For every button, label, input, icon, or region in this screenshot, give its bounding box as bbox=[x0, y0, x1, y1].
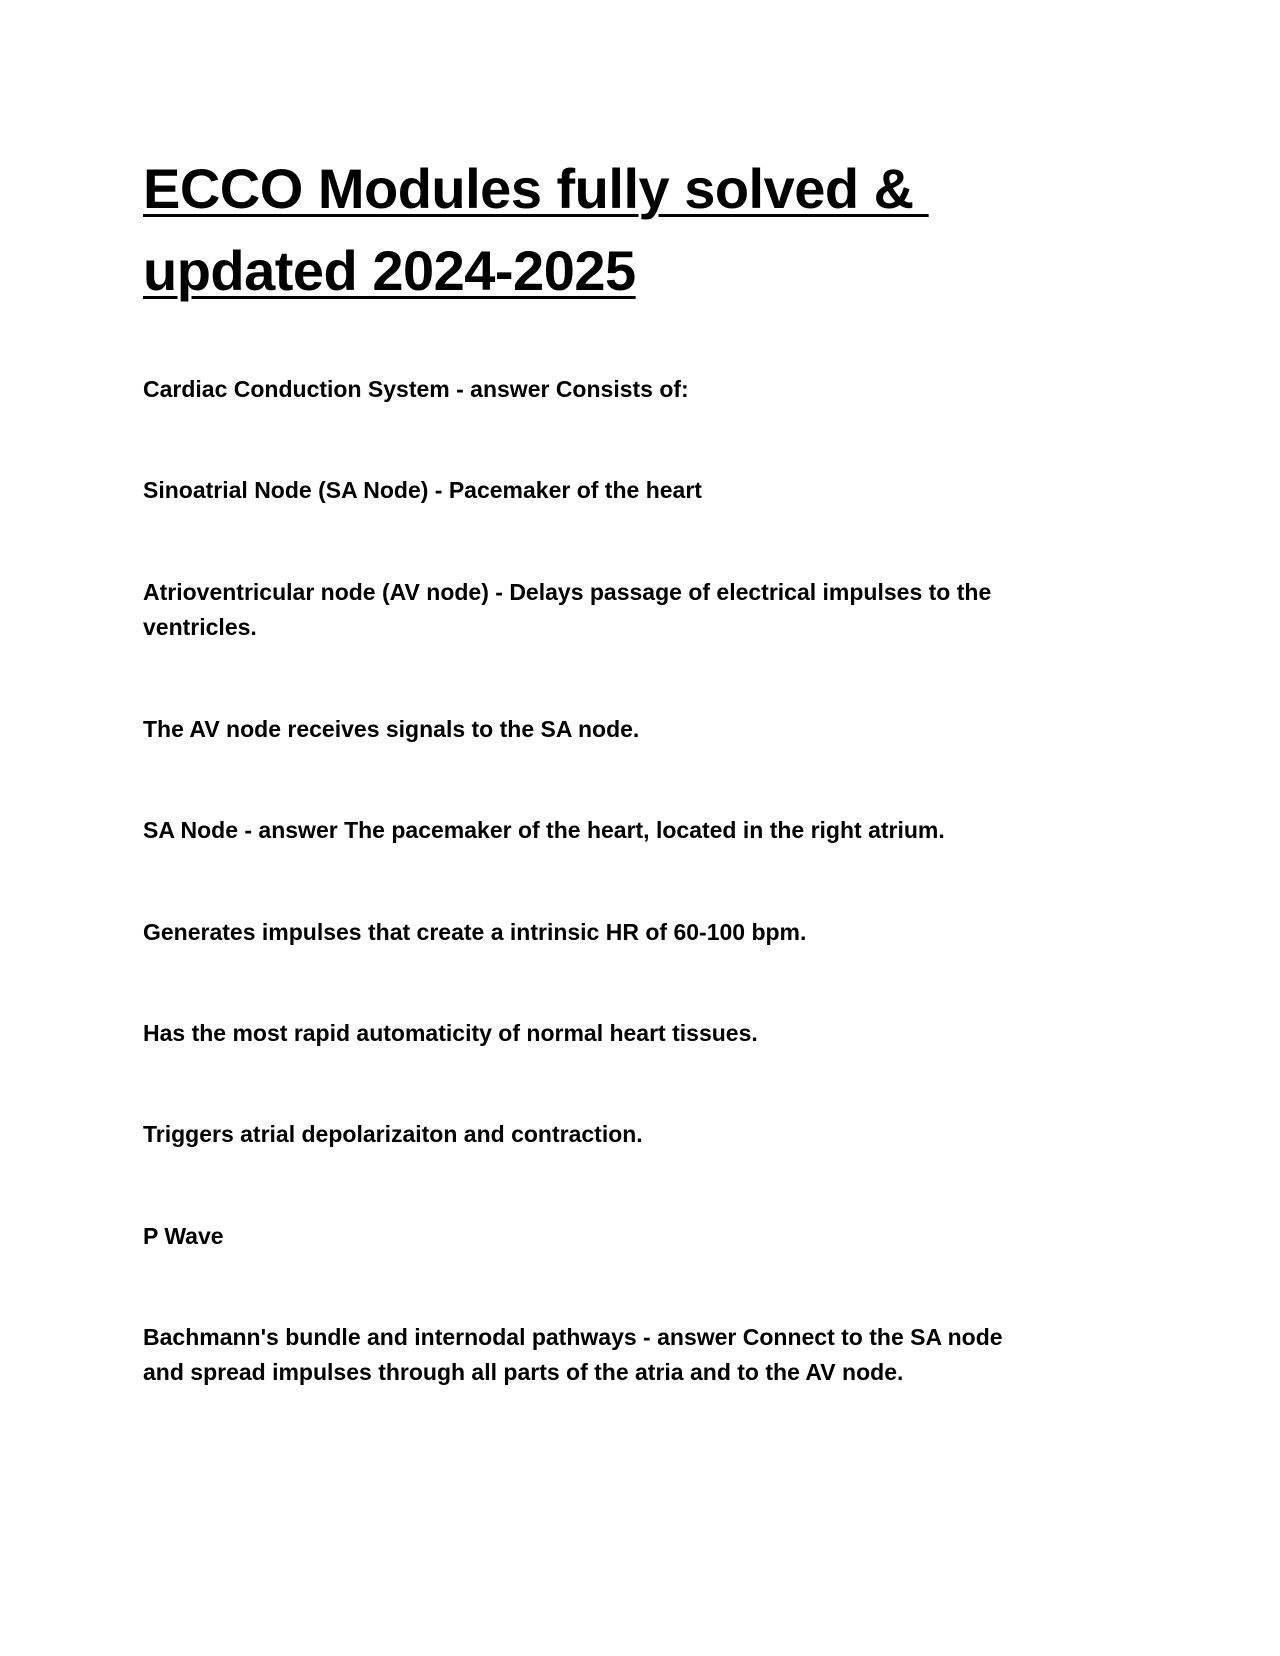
paragraph bbox=[143, 473, 702, 508]
text-line: Atrioventricular node (AV node) - Delays passage of electrical impulses to the bbox=[143, 579, 992, 605]
paragraph bbox=[143, 575, 991, 645]
text-line: Sinoatrial Node (SA Node) - Pacemaker of the heart bbox=[143, 477, 702, 503]
text-line: ventricles. bbox=[143, 614, 257, 640]
paragraph bbox=[143, 1219, 224, 1254]
paragraph bbox=[143, 813, 945, 848]
text-line: P Wave bbox=[143, 1223, 224, 1249]
text-line: Generates impulses that create a intrinsic HR of 60-100 bpm. bbox=[143, 919, 807, 945]
document-title bbox=[143, 148, 929, 312]
text-line: and spread impulses through all parts of the atria and to the AV node. bbox=[143, 1359, 904, 1385]
paragraph bbox=[143, 1117, 643, 1152]
text-line: The AV node receives signals to the SA node. bbox=[143, 716, 640, 742]
title-line: updated 2024-2025 bbox=[143, 239, 636, 302]
paragraph bbox=[143, 1320, 1003, 1390]
text-line: Bachmann's bundle and internodal pathways - answer Connect to the SA node bbox=[143, 1324, 1003, 1350]
paragraph bbox=[143, 915, 806, 950]
paragraph bbox=[143, 712, 639, 747]
title-line: ECCO Modules fully solved & bbox=[143, 157, 929, 220]
text-line: SA Node - answer The pacemaker of the heart, located in the right atrium. bbox=[143, 817, 945, 843]
paragraph bbox=[143, 372, 689, 407]
text-line: Triggers atrial depolarizaiton and contraction. bbox=[143, 1121, 643, 1147]
paragraph bbox=[143, 1016, 758, 1051]
text-line: Cardiac Conduction System - answer Consists of: bbox=[143, 376, 689, 402]
text-line: Has the most rapid automaticity of normal heart tissues. bbox=[143, 1020, 758, 1046]
